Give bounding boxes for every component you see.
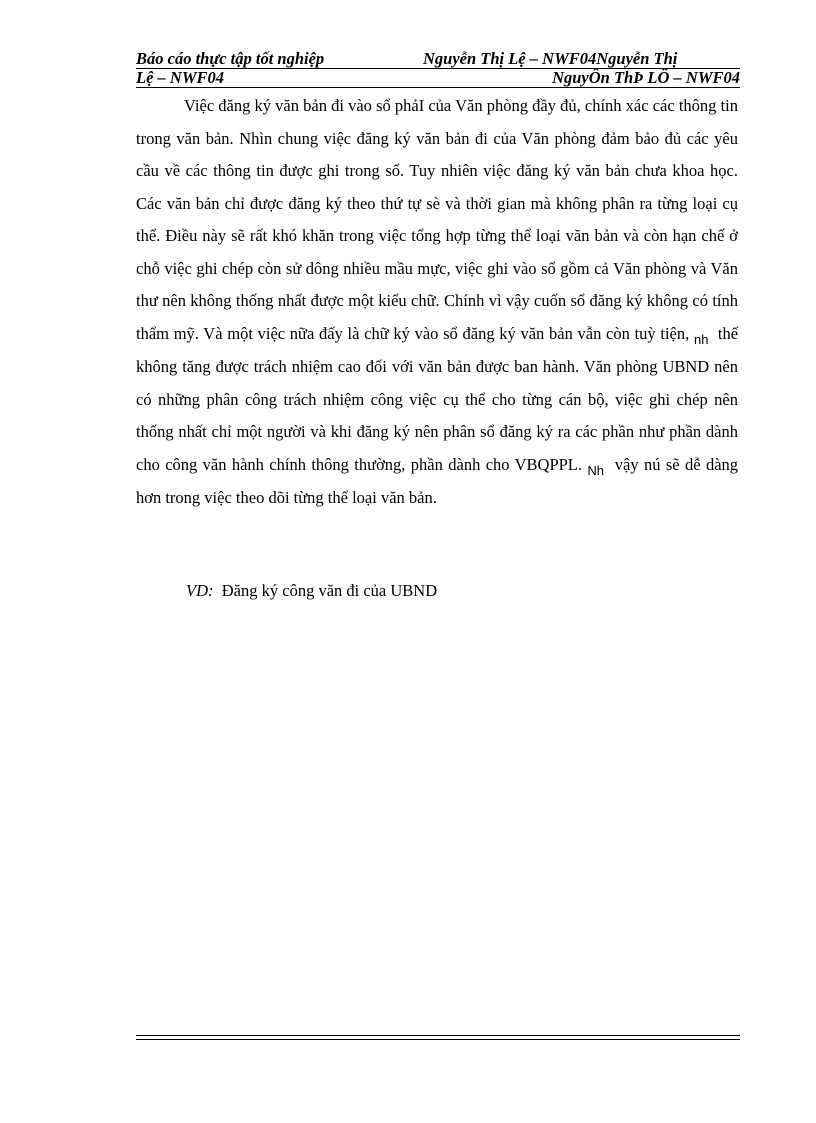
author-name: Nguyễn Thị Lệ – NWF04Nguyễn Thị bbox=[423, 49, 678, 68]
author-name-legacy-font: NguyÔn ThÞ LÖ – NWF04 bbox=[552, 68, 740, 87]
paragraph-text-start: Việc đăng ký văn bản đi vào sổ phảI của Văn phòng đầy đủ, chính xác các thông tin trong văn bản. Nhìn chung việc đăng ký văn bản đi của Văn phòng đảm bảo đủ các yêu cầu về các thông tin được ghi trong sổ. Tuy nhiên việc đăng ký văn bản chưa khoa học. Các văn bản chỉ được đăng ký theo thứ tự sè và thời gian mà không phân ra từng loại cụ thể. Điều này sẽ rất khó khăn trong việc tổng hợp từng thể loại văn bản và còn hạn chế ở chỗ việc ghi chép còn sử dông nhiều mầu mực, việc ghi vào sổ gồm cả Văn phòng và Văn thư nên không thống nhất được một kiểu chữ. Chính vì vậy cuốn sổ đăng ký không có tính thẩm mỹ. Và một việc nữa đấy là chữ ký vào sổ đăng ký văn bản vẫn còn tuỳ tiện, bbox=[136, 96, 738, 343]
footer-rule-2 bbox=[136, 1039, 740, 1040]
footer-rule-1 bbox=[136, 1035, 740, 1036]
example-line bbox=[186, 576, 437, 606]
paragraph-text-end: vậy nú sẽ dễ dàng hơn trong việc theo dõi từng thể loại văn bản. bbox=[136, 454, 739, 507]
paragraph-text-middle: thế không tăng được trách nhiệm cao đối với văn bản được ban hành. Văn phòng UBND nên có những phân công trách nhiệm công việc cụ thể cho từng cán bộ, việc ghi chép nên thống nhất chỉ một người và khi đăng ký nên phân sổ đăng ký ra các phần như phần dành cho công văn hành chính thông thường, phần dành cho VBQPPL. bbox=[136, 323, 739, 474]
text-fragment-Nh: Nh bbox=[587, 462, 605, 478]
header-row-2 bbox=[136, 68, 740, 87]
header-row-1 bbox=[136, 49, 740, 68]
header-underline-1 bbox=[136, 68, 740, 69]
example-text: Đăng ký công văn đi của UBND bbox=[221, 581, 438, 600]
text-fragment-nh: nh bbox=[693, 331, 709, 347]
body-paragraph bbox=[136, 90, 738, 515]
author-name-continued: Lệ – NWF04 bbox=[136, 68, 224, 87]
example-label: VD: bbox=[186, 581, 214, 600]
report-title: Báo cáo thực tập tốt nghiệp bbox=[136, 49, 325, 68]
header-underline-2 bbox=[136, 87, 740, 88]
